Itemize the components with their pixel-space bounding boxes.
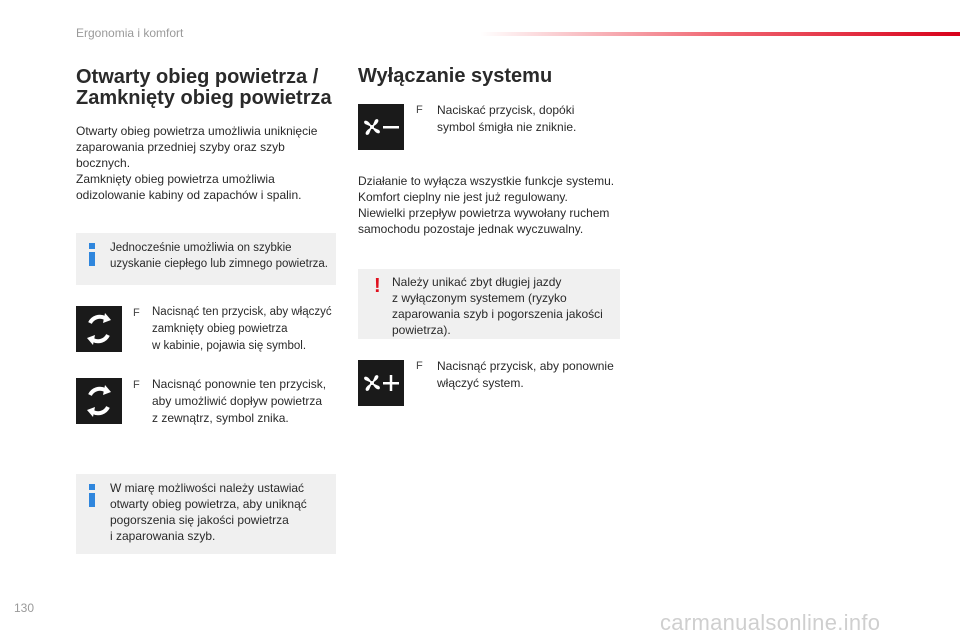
step-bullet: F: [133, 379, 140, 391]
info-box-2: [76, 474, 336, 554]
info-icon: [88, 243, 96, 266]
section-header: Ergonomia i komfort: [76, 26, 184, 40]
right-title: Wyłączanie systemu: [358, 65, 553, 87]
step-bullet: F: [416, 104, 423, 116]
warning-icon: !: [374, 275, 381, 297]
page-number: 130: [14, 601, 35, 615]
header-accent-bar: [480, 32, 960, 36]
step-system-off: Naciskać przycisk, dopóki symbol śmigła nie zniknie.: [437, 103, 577, 134]
left-intro: Otwarty obieg powietrza umożliwia uniknięcie zaparowania przedniej szyby oraz szyb bocznych. Zamknięty obieg powietrza umożliwia odizolowanie kabiny od zapachów i spalin.: [76, 124, 318, 202]
watermark: carmanualsonline.info: [660, 610, 881, 635]
fan-minus-button-icon: [358, 104, 404, 150]
warning-box: [358, 269, 620, 339]
step-bullet: F: [133, 307, 140, 319]
info-icon: [88, 484, 96, 507]
step-recirc-off: Nacisnąć ponownie ten przycisk, aby umożliwić dopływ powietrza z zewnątrz, symbol znika.: [152, 377, 327, 425]
fresh-air-button-icon: [76, 378, 122, 424]
info-box-1-text: Jednocześnie umożliwia on szybkie uzyskanie ciepłego lub zimnego powietrza.: [110, 242, 328, 270]
left-title: Otwarty obieg powietrza / Zamknięty obieg powietrza: [76, 66, 332, 109]
info-box-1: [76, 233, 336, 285]
fan-plus-button-icon: [358, 360, 404, 406]
info-box-2-text: W miarę możliwości należy ustawiać otwarty obieg powietrza, aby uniknąć pogorszenia się jakości powietrza i zaparowania szyb.: [110, 481, 307, 543]
warning-box-text: Należy unikać zbyt długiej jazdy z wyłączonym systemem (ryzyko zaparowania szyb i pogorszenia jakości powietrza).: [392, 275, 603, 337]
step-system-on: Nacisnąć przycisk, aby ponownie włączyć system.: [437, 359, 614, 390]
step-bullet: F: [416, 360, 423, 372]
right-description: Działanie to wyłącza wszystkie funkcje systemu. Komfort cieplny nie jest już regulowany. Niewielki przepływ powietrza wywołany ruchem samochodu pozostaje jednak wyczuwalny.: [358, 174, 615, 236]
step-recirc-on: Nacisnąć ten przycisk, aby włączyć zamknięty obieg powietrza w kabinie, pojawia się symbol.: [152, 306, 332, 352]
recirculation-button-icon: [76, 306, 122, 352]
